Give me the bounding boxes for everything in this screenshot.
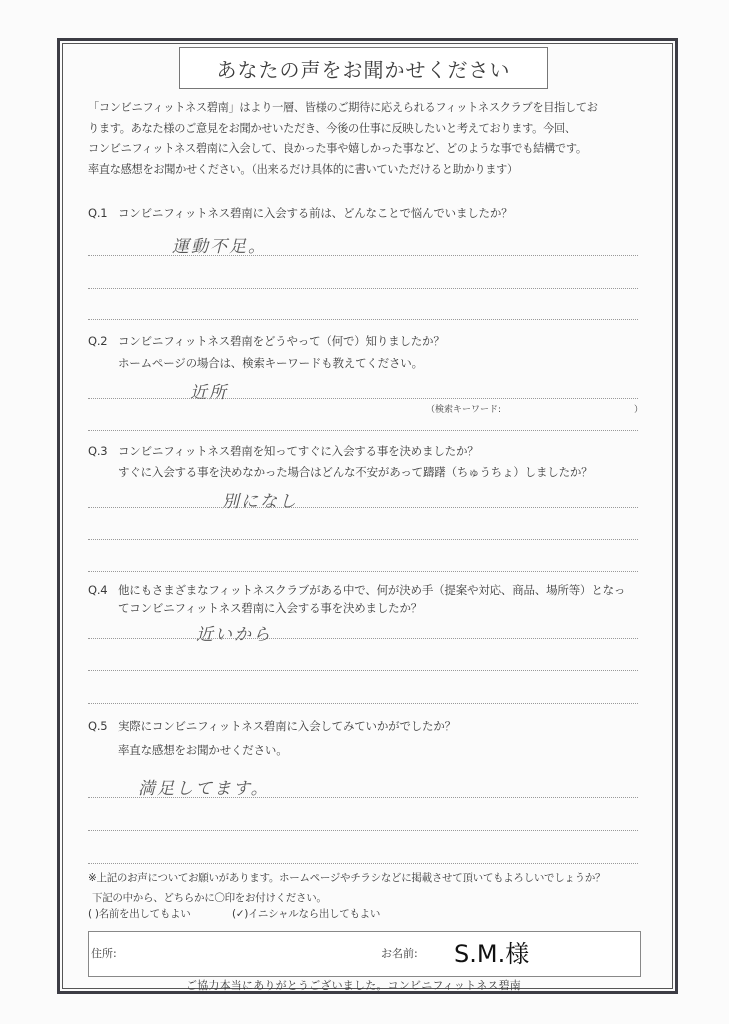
- search-keyword-field[interactable]: [426, 402, 644, 415]
- answer-line: [88, 539, 638, 540]
- question-text: 他にもさまざまなフィットネスクラブがある中で、何が決め手（提案や対応、商品、場所等）となっ: [118, 583, 626, 597]
- name-field[interactable]: S.M.様: [454, 940, 530, 968]
- answer-line: [88, 507, 638, 508]
- answer-line: [88, 670, 638, 671]
- question-2: [88, 333, 445, 349]
- answer-4[interactable]: 近いから: [196, 625, 272, 645]
- answer-2[interactable]: 近所: [190, 383, 228, 403]
- question-number: Q.4: [88, 583, 108, 597]
- search-keyword-close: ）: [634, 405, 644, 415]
- form-title: あなたの声をお聞かせください: [179, 47, 548, 89]
- answer-line: [88, 319, 638, 320]
- answer-1[interactable]: 運動不足。: [172, 237, 267, 257]
- answer-line: [88, 703, 638, 704]
- question-4: [88, 582, 625, 598]
- thanks-footer: ご協力本当にありがとうございました。コンビニフィットネス碧南: [186, 979, 522, 992]
- question-number: Q.5: [88, 719, 108, 733]
- answer-line: [88, 288, 638, 289]
- question-text: コンビニフィットネス碧南に入会する前は、どんなことで悩んでいましたか？: [118, 206, 513, 220]
- option-initial-checkbox[interactable]: (✓)イニシャルなら出してもよい: [232, 908, 381, 920]
- answer-line: [88, 638, 638, 639]
- question-5-sub: 率直な感想をお聞かせください。: [118, 743, 288, 757]
- answer-line: [88, 571, 638, 572]
- question-text: コンビニフィットネス碧南を知ってすぐに入会する事を決めましたか？: [118, 444, 479, 458]
- form-inner-border: [62, 43, 673, 989]
- intro-paragraph: [88, 98, 648, 180]
- answer-line: [88, 430, 638, 431]
- answer-line: [88, 830, 638, 831]
- question-number: Q.3: [88, 444, 108, 458]
- question-number: Q.1: [88, 206, 108, 220]
- question-2-sub: ホームページの場合は、検索キーワードも教えてください。: [118, 356, 423, 370]
- question-4-sub: てコンビニフィットネス碧南に入会する事を決めましたか？: [118, 601, 423, 615]
- question-text: 実際にコンビニフィットネス碧南に入会してみていかがでしたか？: [118, 719, 456, 733]
- question-1: [88, 205, 512, 221]
- answer-line: [88, 863, 638, 864]
- intro-line: コンビニフィットネス碧南に入会して、良かった事や嬉しかった事など、どのような事でも結構です。: [88, 142, 587, 155]
- search-keyword-label: （検索キーワード:: [426, 405, 502, 415]
- address-label: 住所:: [91, 947, 117, 960]
- question-number: Q.2: [88, 334, 108, 348]
- intro-line: 率直な感想をお聞かせください。（出来るだけ具体的に書いていただけると助かります）: [88, 162, 518, 176]
- question-5: [88, 718, 456, 734]
- option-name-checkbox[interactable]: ( )名前を出してもよい: [88, 908, 191, 920]
- intro-line: ります。あなた様のご意見をお聞かせいただき、今後の仕事に反映したいと考えております。今回、: [88, 121, 576, 135]
- permission-request: ※上記のお声についてお願いがあります。ホームページやチラシなどに掲載させて頂いてもよろしいでしょうか？: [88, 872, 606, 884]
- answer-line: [88, 398, 638, 399]
- answer-3[interactable]: 別になし: [222, 492, 298, 512]
- answer-5[interactable]: 満足してます。: [138, 779, 270, 799]
- name-label: お名前:: [381, 947, 418, 960]
- permission-instruction: 下記の中から、どちらかに〇印をお付けください。: [92, 892, 327, 904]
- answer-line: [88, 797, 638, 798]
- question-3: [88, 443, 479, 459]
- contact-box: [88, 931, 641, 977]
- question-text: コンビニフィットネス碧南をどうやって（何で）知りましたか？: [118, 334, 445, 348]
- question-3-sub: すぐに入会する事を決めなかった場合はどんな不安があって躊躇（ちゅうちょ）しましたか？: [118, 465, 593, 479]
- intro-line: 「コンビニフィットネス碧南」はより一層、皆様のご期待に応えられるフィットネスクラブを目指してお: [88, 101, 598, 114]
- answer-line: [88, 255, 638, 256]
